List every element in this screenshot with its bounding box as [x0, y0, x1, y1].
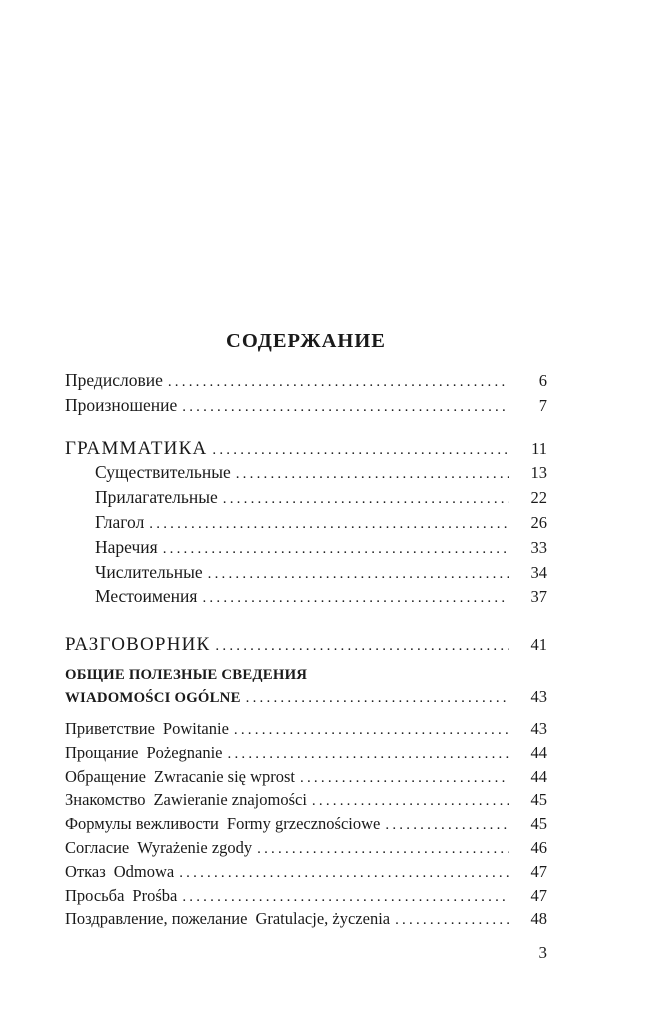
dot-leader	[312, 789, 509, 813]
toc-entry-page: 46	[530, 837, 547, 857]
toc-entry-page: 7	[538, 395, 547, 415]
toc-entry-label-polish: Formy grzecznościowe	[226, 814, 381, 834]
toc-entry	[65, 742, 547, 766]
toc-entry	[65, 837, 547, 861]
toc-entry	[65, 766, 547, 790]
toc-entry-page: 41	[530, 635, 547, 655]
dot-leader	[182, 885, 509, 909]
toc-entry-label: Местоимения	[95, 586, 198, 607]
toc-entry-page: 47	[530, 885, 547, 905]
dot-leader	[257, 837, 509, 861]
toc-entry-page: 44	[530, 766, 547, 786]
toc-entry-label: Приветствие	[65, 718, 155, 738]
toc-entry-list	[65, 369, 547, 932]
toc-entry	[65, 908, 547, 932]
toc-entry-label: Предисловие	[65, 370, 163, 390]
toc-entry-page: 37	[530, 587, 547, 607]
toc-entry-page: 45	[530, 814, 547, 834]
toc-entry	[65, 686, 547, 710]
toc-entry-page: 22	[530, 488, 547, 508]
toc-entry	[65, 585, 547, 610]
toc-entry-label: Формулы вежливости	[65, 814, 219, 834]
toc-entry-label: Согласие	[65, 837, 130, 857]
toc-entry	[65, 561, 547, 586]
dot-leader	[234, 718, 509, 742]
dot-leader	[202, 585, 509, 610]
dot-leader	[168, 369, 509, 394]
dot-leader	[395, 908, 509, 932]
toc-entry-label: Знакомство	[65, 790, 146, 810]
toc-entry	[65, 665, 547, 687]
toc-entry	[65, 394, 547, 419]
toc-entry-label: Существительные	[95, 462, 231, 483]
toc-entry-label-polish: Wyrażenie zgody	[137, 837, 253, 857]
toc-entry-label-polish: Odmowa	[113, 861, 175, 881]
toc-entry-page: 45	[530, 790, 547, 810]
dot-leader	[246, 688, 509, 710]
toc-entry-label-polish: Pożegnanie	[146, 742, 223, 762]
toc-entry	[65, 438, 547, 462]
toc-entry-label: Отказ	[65, 861, 106, 881]
toc-entry-page: 44	[530, 742, 547, 762]
toc-entry-label-polish: Zwracanie się wprost	[153, 766, 296, 786]
table-of-contents	[65, 330, 547, 964]
toc-entry-page: 43	[530, 718, 547, 738]
dot-leader	[385, 813, 509, 837]
toc-entry	[65, 634, 547, 658]
dot-leader	[208, 561, 509, 586]
toc-entry	[65, 861, 547, 885]
toc-entry-page: 47	[530, 861, 547, 881]
toc-entry	[65, 789, 547, 813]
toc-entry-label: Прилагательные	[95, 487, 218, 508]
toc-entry-label: Обращение	[65, 766, 146, 786]
toc-entry-page: 26	[530, 512, 547, 532]
toc-entry-page: 33	[530, 537, 547, 557]
page-title: СОДЕРЖАНИЕ	[226, 330, 386, 352]
dot-leader	[149, 511, 509, 536]
toc-entry	[65, 369, 547, 394]
toc-entry-label: ОБЩИЕ ПОЛЕЗНЫЕ СВЕДЕНИЯ	[65, 666, 308, 683]
toc-entry	[65, 511, 547, 536]
toc-entry-label: Глагол	[95, 511, 145, 532]
toc-entry	[65, 536, 547, 561]
dot-leader	[228, 742, 510, 766]
toc-entry-label: Прощание	[65, 742, 139, 762]
dot-leader	[163, 536, 509, 561]
toc-entry-label-polish: Gratulacje, życzenia	[255, 909, 391, 929]
toc-entry	[65, 813, 547, 837]
toc-entry	[65, 718, 547, 742]
toc-entry-label: РАЗГОВОРНИК	[65, 634, 211, 656]
toc-entry-label: Просьба	[65, 885, 125, 905]
dot-leader	[179, 861, 509, 885]
dot-leader	[300, 766, 509, 790]
toc-entry-page: 6	[538, 371, 547, 390]
toc-entry-label: ГРАММАТИКА	[65, 437, 208, 459]
toc-entry-label: Произношение	[65, 394, 178, 415]
dot-leader	[182, 394, 509, 419]
toc-entry-page: 48	[530, 909, 547, 929]
toc-entry-label: WIADOMOŚCI OGÓLNE	[65, 690, 241, 707]
toc-entry	[65, 486, 547, 511]
dot-leader	[223, 486, 509, 511]
toc-entry-label: Наречия	[95, 536, 158, 557]
toc-entry-page: 13	[530, 463, 547, 483]
toc-entry	[65, 461, 547, 486]
toc-entry-label-polish: Prośba	[132, 885, 178, 905]
toc-entry-label-polish: Zawieranie znajomości	[153, 790, 307, 810]
toc-entry-label: Числительные	[95, 561, 203, 582]
dot-leader	[236, 461, 509, 486]
dot-leader	[212, 438, 509, 462]
toc-entry	[65, 885, 547, 909]
toc-entry-label: Поздравление, пожелание	[65, 909, 248, 929]
toc-entry-label-polish: Powitanie	[162, 718, 229, 738]
toc-entry-page: 34	[530, 562, 547, 582]
page-number: 3	[538, 943, 547, 963]
toc-entry-page: 11	[531, 438, 547, 458]
dot-leader	[215, 634, 509, 658]
toc-entry-page: 43	[530, 687, 547, 707]
